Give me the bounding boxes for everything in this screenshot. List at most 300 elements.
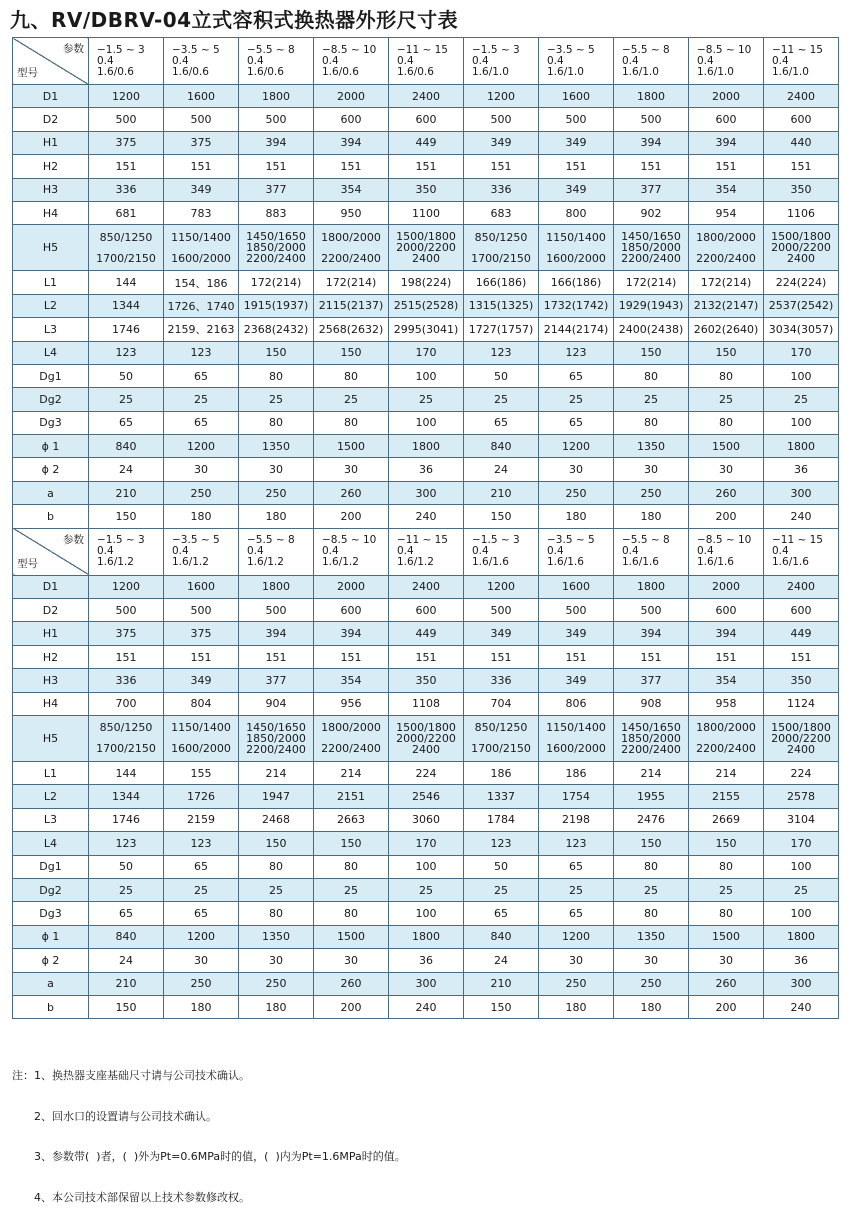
- value-cell: 24: [89, 458, 164, 481]
- row-label-cell: H4: [13, 201, 89, 224]
- table-row: [13, 155, 839, 178]
- value-cell: 350: [764, 178, 839, 201]
- h5-value: 1150/1400 1600/2000: [171, 721, 231, 756]
- value-cell: 500: [164, 599, 239, 622]
- row-label-cell: Dg1: [13, 855, 89, 878]
- row-label-cell: H3: [13, 178, 89, 201]
- value-cell: 214: [314, 761, 389, 784]
- value-cell: 377: [614, 178, 689, 201]
- value-cell: 65: [539, 855, 614, 878]
- value-cell: 180: [239, 995, 314, 1018]
- value-cell: 1732(1742): [539, 294, 614, 317]
- row-label-cell: L3: [13, 808, 89, 831]
- value-cell: 170: [764, 832, 839, 855]
- row-label-cell: D2: [13, 599, 89, 622]
- value-cell: 1746: [89, 318, 164, 341]
- value-cell: 3060: [389, 808, 464, 831]
- value-cell: [239, 715, 314, 761]
- value-cell: 1915(1937): [239, 294, 314, 317]
- value-cell: 25: [164, 388, 239, 411]
- value-cell: 50: [89, 855, 164, 878]
- h5-value: 1800/2000 2200/2400: [321, 230, 381, 265]
- value-cell: 150: [89, 505, 164, 528]
- param-header-cell: −11 ~ 15 0.4 1.6/1.2: [389, 528, 464, 575]
- value-cell: 500: [614, 108, 689, 131]
- param-header-cell: −5.5 ~ 8 0.4 1.6/0.6: [239, 38, 314, 85]
- value-cell: 151: [464, 645, 539, 668]
- row-label-cell: Dg1: [13, 364, 89, 387]
- table-row: [13, 599, 839, 622]
- value-cell: 300: [764, 972, 839, 995]
- value-cell: 2155: [689, 785, 764, 808]
- table-row: [13, 878, 839, 901]
- value-cell: 150: [314, 832, 389, 855]
- value-cell: 500: [164, 108, 239, 131]
- value-cell: 50: [464, 855, 539, 878]
- row-label-cell: Dg2: [13, 878, 89, 901]
- value-cell: 100: [389, 902, 464, 925]
- table-row: [13, 388, 839, 411]
- value-cell: 354: [689, 178, 764, 201]
- value-cell: 150: [614, 832, 689, 855]
- value-cell: 908: [614, 692, 689, 715]
- value-cell: 449: [389, 622, 464, 645]
- page-title: 九、RV/DBRV-04立式容积式换热器外形尺寸表: [10, 8, 459, 32]
- value-cell: 840: [464, 435, 539, 458]
- value-cell: 25: [464, 878, 539, 901]
- value-cell: 100: [764, 364, 839, 387]
- value-cell: 25: [389, 388, 464, 411]
- table-row: [13, 411, 839, 434]
- value-cell: 375: [164, 622, 239, 645]
- value-cell: 2400: [764, 575, 839, 598]
- value-cell: 1337: [464, 785, 539, 808]
- param-label: 参数: [63, 43, 84, 55]
- table-row: [13, 364, 839, 387]
- param-header-cell: −11 ~ 15 0.4 1.6/1.6: [764, 528, 839, 575]
- value-cell: [164, 715, 239, 761]
- h5-value: 1500/1800 2000/2200 2400: [771, 230, 831, 266]
- param-header-cell: −1.5 ~ 3 0.4 1.6/1.0: [464, 38, 539, 85]
- value-cell: 1124: [764, 692, 839, 715]
- value-cell: 1106: [764, 201, 839, 224]
- value-cell: 336: [464, 178, 539, 201]
- value-cell: 36: [764, 949, 839, 972]
- h5-value: 1800/2000 2200/2400: [321, 721, 381, 756]
- value-cell: 151: [614, 645, 689, 668]
- value-cell: 100: [389, 855, 464, 878]
- value-cell: 172(214): [239, 271, 314, 294]
- value-cell: 80: [689, 411, 764, 434]
- value-cell: 1600: [164, 575, 239, 598]
- value-cell: 30: [614, 458, 689, 481]
- value-cell: 80: [239, 364, 314, 387]
- value-cell: 1800: [389, 925, 464, 948]
- value-cell: 25: [689, 878, 764, 901]
- value-cell: 25: [389, 878, 464, 901]
- h5-value: 1150/1400 1600/2000: [546, 721, 606, 756]
- value-cell: 1947: [239, 785, 314, 808]
- table-row: [13, 855, 839, 878]
- table-row: [13, 108, 839, 131]
- footnote-4: 4、本公司技术部保留以上技术参数修改权。: [12, 1190, 250, 1204]
- value-cell: 1500: [314, 925, 389, 948]
- value-cell: 151: [314, 155, 389, 178]
- param-header-cell: −8.5 ~ 10 0.4 1.6/1.6: [689, 528, 764, 575]
- value-cell: 36: [389, 458, 464, 481]
- value-cell: 166(186): [539, 271, 614, 294]
- value-cell: 394: [314, 622, 389, 645]
- value-cell: 2476: [614, 808, 689, 831]
- value-cell: 783: [164, 201, 239, 224]
- value-cell: 80: [239, 411, 314, 434]
- table-row: [13, 925, 839, 948]
- value-cell: 25: [614, 878, 689, 901]
- value-cell: 186: [464, 761, 539, 784]
- value-cell: 210: [89, 972, 164, 995]
- value-cell: 1200: [539, 925, 614, 948]
- table-row: [13, 225, 839, 271]
- value-cell: 25: [239, 878, 314, 901]
- param-label: 参数: [63, 533, 84, 546]
- value-cell: 151: [689, 155, 764, 178]
- h5-value: 1150/1400 1600/2000: [171, 230, 231, 265]
- value-cell: 1200: [464, 85, 539, 108]
- value-cell: 440: [764, 131, 839, 154]
- value-cell: 500: [239, 599, 314, 622]
- value-cell: 100: [764, 855, 839, 878]
- value-cell: 25: [464, 388, 539, 411]
- value-cell: 600: [389, 599, 464, 622]
- value-cell: 24: [89, 949, 164, 972]
- h5-value: 1450/1650 1850/2000 2200/2400: [621, 720, 681, 757]
- value-cell: 151: [539, 155, 614, 178]
- value-cell: 1500: [314, 435, 389, 458]
- value-cell: 30: [239, 949, 314, 972]
- param-header-cell: −3.5 ~ 5 0.4 1.6/1.6: [539, 528, 614, 575]
- value-cell: 394: [614, 622, 689, 645]
- value-cell: 240: [764, 995, 839, 1018]
- value-cell: 1315(1325): [464, 294, 539, 317]
- value-cell: 800: [539, 201, 614, 224]
- value-cell: 151: [89, 155, 164, 178]
- value-cell: 151: [689, 645, 764, 668]
- value-cell: 600: [764, 108, 839, 131]
- value-cell: 25: [314, 388, 389, 411]
- value-cell: 65: [164, 364, 239, 387]
- value-cell: 2995(3041): [389, 318, 464, 341]
- h5-value: 1500/1800 2000/2200 2400: [771, 720, 831, 757]
- value-cell: 100: [389, 411, 464, 434]
- value-cell: 250: [164, 972, 239, 995]
- value-cell: 1800: [389, 435, 464, 458]
- value-cell: 25: [764, 878, 839, 901]
- value-cell: 25: [239, 388, 314, 411]
- table-row: [13, 692, 839, 715]
- value-cell: 394: [239, 622, 314, 645]
- value-cell: 240: [389, 505, 464, 528]
- value-cell: 840: [464, 925, 539, 948]
- value-cell: 50: [89, 364, 164, 387]
- h5-value: 1450/1650 1850/2000 2200/2400: [621, 230, 681, 266]
- value-cell: 250: [539, 972, 614, 995]
- table-row: [13, 575, 839, 598]
- value-cell: 180: [539, 505, 614, 528]
- value-cell: 25: [614, 388, 689, 411]
- value-cell: 151: [164, 645, 239, 668]
- footnote-1: 注：1、换热器支座基础尺寸请与公司技术确认。: [12, 1069, 250, 1082]
- value-cell: 2663: [314, 808, 389, 831]
- value-cell: [464, 715, 539, 761]
- value-cell: 375: [89, 622, 164, 645]
- value-cell: 250: [164, 481, 239, 504]
- param-header-cell: −5.5 ~ 8 0.4 1.6/1.0: [614, 38, 689, 85]
- value-cell: 65: [464, 902, 539, 925]
- value-cell: 336: [464, 669, 539, 692]
- value-cell: [389, 715, 464, 761]
- table-row: [13, 318, 839, 341]
- value-cell: 1800: [764, 435, 839, 458]
- footnote-2: 2、回水口的设置请与公司技术确认。: [12, 1109, 217, 1123]
- value-cell: 2400: [389, 575, 464, 598]
- value-cell: [539, 225, 614, 271]
- value-cell: 1800: [239, 575, 314, 598]
- value-cell: 956: [314, 692, 389, 715]
- value-cell: 25: [314, 878, 389, 901]
- value-cell: 1746: [89, 808, 164, 831]
- value-cell: 80: [614, 411, 689, 434]
- value-cell: 500: [464, 108, 539, 131]
- value-cell: 30: [314, 458, 389, 481]
- value-cell: 224: [389, 761, 464, 784]
- value-cell: 600: [314, 108, 389, 131]
- value-cell: 200: [314, 505, 389, 528]
- value-cell: 25: [89, 878, 164, 901]
- value-cell: [389, 225, 464, 271]
- value-cell: [764, 225, 839, 271]
- value-cell: 1500: [689, 925, 764, 948]
- value-cell: 80: [614, 855, 689, 878]
- value-cell: 200: [689, 505, 764, 528]
- param-header-cell: −11 ~ 15 0.4 1.6/0.6: [389, 38, 464, 85]
- value-cell: 151: [614, 155, 689, 178]
- table-row: [13, 294, 839, 317]
- value-cell: 151: [764, 645, 839, 668]
- value-cell: 151: [239, 645, 314, 668]
- value-cell: 30: [539, 949, 614, 972]
- table-row: [13, 669, 839, 692]
- value-cell: 804: [164, 692, 239, 715]
- value-cell: [314, 715, 389, 761]
- value-cell: 1350: [239, 925, 314, 948]
- value-cell: 260: [314, 972, 389, 995]
- value-cell: 80: [614, 364, 689, 387]
- value-cell: 1200: [89, 575, 164, 598]
- value-cell: [689, 715, 764, 761]
- value-cell: 65: [164, 902, 239, 925]
- value-cell: 123: [164, 341, 239, 364]
- value-cell: 349: [539, 178, 614, 201]
- table-row: [13, 435, 839, 458]
- value-cell: 151: [89, 645, 164, 668]
- h5-value: 1500/1800 2000/2200 2400: [396, 720, 456, 757]
- value-cell: [164, 225, 239, 271]
- value-cell: 1955: [614, 785, 689, 808]
- value-cell: 100: [389, 364, 464, 387]
- table-row: [13, 645, 839, 668]
- value-cell: 65: [164, 855, 239, 878]
- value-cell: 154、186: [164, 271, 239, 294]
- value-cell: 2115(2137): [314, 294, 389, 317]
- value-cell: 394: [314, 131, 389, 154]
- value-cell: 1726: [164, 785, 239, 808]
- value-cell: 1344: [89, 294, 164, 317]
- value-cell: 2515(2528): [389, 294, 464, 317]
- row-label-cell: Dg2: [13, 388, 89, 411]
- value-cell: 150: [239, 832, 314, 855]
- value-cell: 150: [689, 832, 764, 855]
- value-cell: 200: [689, 995, 764, 1018]
- value-cell: 1800: [239, 85, 314, 108]
- value-cell: 3104: [764, 808, 839, 831]
- value-cell: 180: [239, 505, 314, 528]
- value-cell: 260: [314, 481, 389, 504]
- value-cell: 151: [539, 645, 614, 668]
- row-label-cell: H3: [13, 669, 89, 692]
- value-cell: 166(186): [464, 271, 539, 294]
- value-cell: 1200: [539, 435, 614, 458]
- h5-value: 1150/1400 1600/2000: [546, 230, 606, 265]
- value-cell: 150: [614, 341, 689, 364]
- value-cell: 250: [614, 481, 689, 504]
- value-cell: 600: [689, 599, 764, 622]
- value-cell: 50: [464, 364, 539, 387]
- value-cell: 349: [539, 669, 614, 692]
- value-cell: 80: [689, 855, 764, 878]
- value-cell: 123: [464, 832, 539, 855]
- value-cell: 172(214): [314, 271, 389, 294]
- value-cell: 806: [539, 692, 614, 715]
- value-cell: 80: [689, 364, 764, 387]
- table-row: [13, 458, 839, 481]
- value-cell: 2000: [689, 85, 764, 108]
- value-cell: 250: [239, 481, 314, 504]
- value-cell: 958: [689, 692, 764, 715]
- value-cell: 600: [314, 599, 389, 622]
- value-cell: 2537(2542): [764, 294, 839, 317]
- value-cell: 170: [389, 832, 464, 855]
- value-cell: 1754: [539, 785, 614, 808]
- value-cell: 30: [689, 949, 764, 972]
- value-cell: [614, 225, 689, 271]
- value-cell: 151: [389, 645, 464, 668]
- row-label-cell: D1: [13, 85, 89, 108]
- value-cell: 25: [539, 388, 614, 411]
- h5-value: 850/1250 1700/2150: [471, 721, 531, 756]
- h5-value: 850/1250 1700/2150: [96, 721, 156, 756]
- table-row: [13, 785, 839, 808]
- value-cell: 150: [239, 341, 314, 364]
- value-cell: [89, 225, 164, 271]
- value-cell: 1800: [614, 575, 689, 598]
- h5-value: 1450/1650 1850/2000 2200/2400: [246, 720, 306, 757]
- value-cell: 1600: [539, 575, 614, 598]
- value-cell: 210: [464, 972, 539, 995]
- value-cell: 2546: [389, 785, 464, 808]
- table-row: [13, 201, 839, 224]
- value-cell: 394: [689, 622, 764, 645]
- value-cell: 214: [689, 761, 764, 784]
- value-cell: 1800: [764, 925, 839, 948]
- value-cell: 30: [614, 949, 689, 972]
- value-cell: 1800: [614, 85, 689, 108]
- row-label-cell: L3: [13, 318, 89, 341]
- row-label-cell: L4: [13, 341, 89, 364]
- row-label-cell: H2: [13, 645, 89, 668]
- value-cell: 150: [689, 341, 764, 364]
- value-cell: 1200: [164, 435, 239, 458]
- param-header-cell: −1.5 ~ 3 0.4 1.6/1.2: [89, 528, 164, 575]
- value-cell: 354: [314, 178, 389, 201]
- table-row: [13, 808, 839, 831]
- table-row: [13, 85, 839, 108]
- value-cell: 500: [614, 599, 689, 622]
- value-cell: [314, 225, 389, 271]
- value-cell: 151: [239, 155, 314, 178]
- param-header-cell: −3.5 ~ 5 0.4 1.6/1.0: [539, 38, 614, 85]
- value-cell: 377: [614, 669, 689, 692]
- table-row: [13, 761, 839, 784]
- value-cell: 30: [689, 458, 764, 481]
- value-cell: [689, 225, 764, 271]
- row-label-cell: Dg3: [13, 902, 89, 925]
- value-cell: [239, 225, 314, 271]
- value-cell: 954: [689, 201, 764, 224]
- value-cell: 172(214): [689, 271, 764, 294]
- value-cell: 1784: [464, 808, 539, 831]
- value-cell: 123: [539, 832, 614, 855]
- value-cell: 300: [389, 972, 464, 995]
- value-cell: 151: [764, 155, 839, 178]
- value-cell: 300: [389, 481, 464, 504]
- value-cell: [539, 715, 614, 761]
- value-cell: 30: [239, 458, 314, 481]
- value-cell: 25: [764, 388, 839, 411]
- value-cell: 840: [89, 925, 164, 948]
- value-cell: 350: [764, 669, 839, 692]
- value-cell: 349: [539, 622, 614, 645]
- row-label-cell: L2: [13, 785, 89, 808]
- value-cell: 500: [89, 108, 164, 131]
- value-cell: 500: [239, 108, 314, 131]
- value-cell: 123: [539, 341, 614, 364]
- row-label-cell: b: [13, 995, 89, 1018]
- value-cell: 2368(2432): [239, 318, 314, 341]
- value-cell: 65: [164, 411, 239, 434]
- value-cell: 25: [89, 388, 164, 411]
- value-cell: 1100: [389, 201, 464, 224]
- table-row: [13, 178, 839, 201]
- table-row: [13, 271, 839, 294]
- value-cell: 224: [764, 761, 839, 784]
- param-header-cell: −5.5 ~ 8 0.4 1.6/1.2: [239, 528, 314, 575]
- table-row: [13, 622, 839, 645]
- row-label-cell: Dg3: [13, 411, 89, 434]
- param-header-row: [13, 38, 839, 85]
- value-cell: 80: [689, 902, 764, 925]
- row-label-cell: H1: [13, 131, 89, 154]
- value-cell: 214: [239, 761, 314, 784]
